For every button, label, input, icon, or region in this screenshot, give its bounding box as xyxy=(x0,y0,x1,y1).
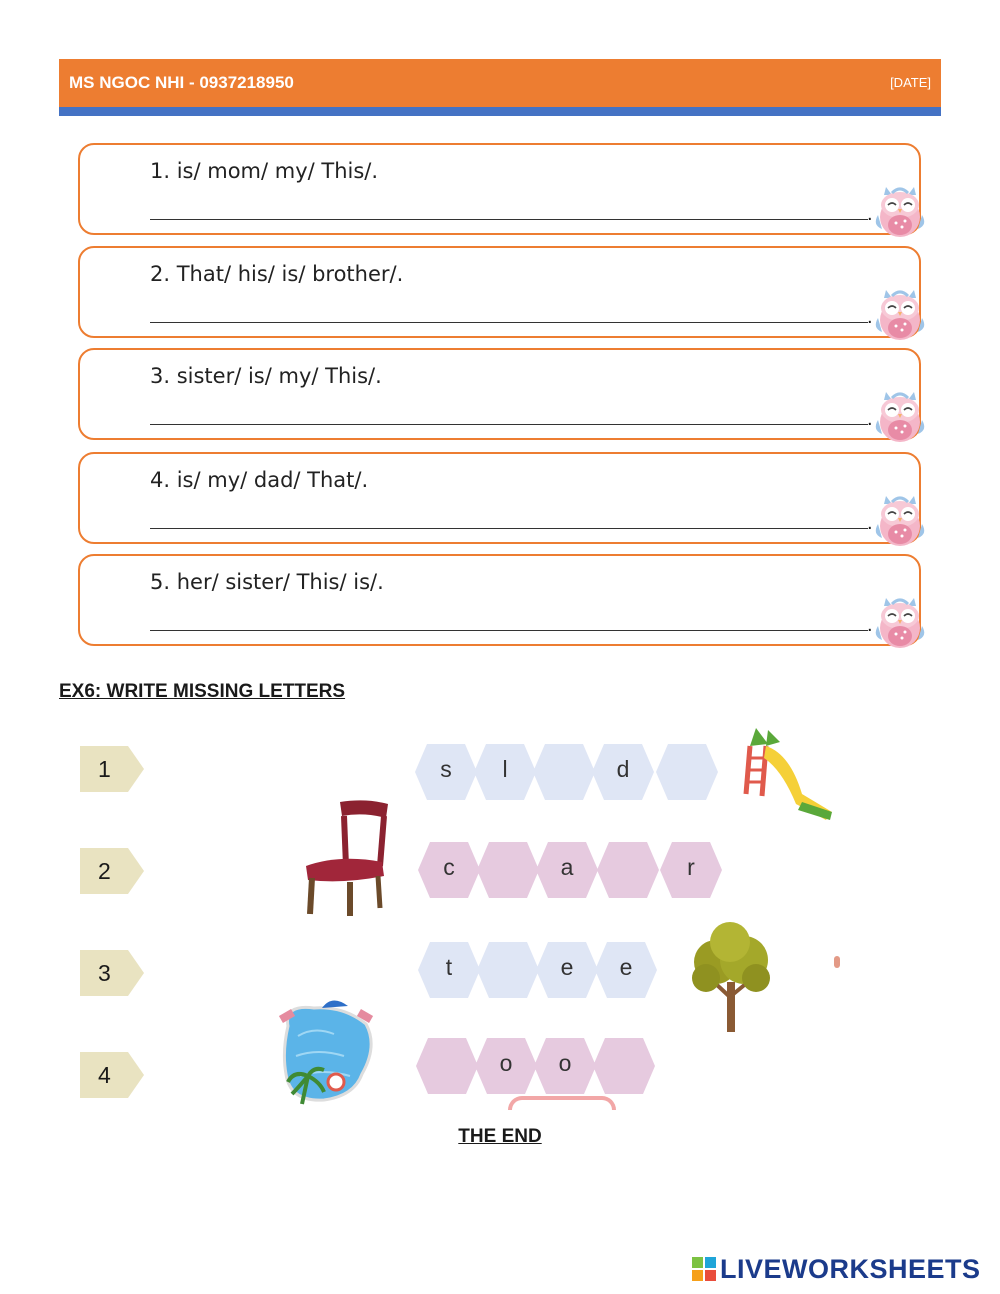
slide-icon xyxy=(740,724,840,824)
question-box-1: 1. is/ mom/ my/ This/. . xyxy=(78,143,921,235)
the-end-label: THE END xyxy=(458,1126,542,1147)
missing-letter-cell[interactable] xyxy=(533,744,595,800)
letter-cell: a xyxy=(536,842,598,898)
owl-icon xyxy=(870,181,930,241)
owl-icon xyxy=(870,490,930,550)
letter-cell: s xyxy=(415,744,477,800)
letter-cell: d xyxy=(592,744,654,800)
missing-letter-cell[interactable] xyxy=(597,842,659,898)
letter-cell: t xyxy=(418,942,480,998)
question-box-5: 5. her/ sister/ This/ is/. . xyxy=(78,554,921,646)
question-text: 2. That/ his/ is/ brother/. xyxy=(150,262,404,286)
owl-icon xyxy=(870,386,930,446)
page-header xyxy=(59,59,941,107)
row-number: 1 xyxy=(98,756,111,782)
ex6-title: EX6: WRITE MISSING LETTERS xyxy=(59,681,346,702)
header-date: [DATE] xyxy=(890,75,931,90)
letter-cell: o xyxy=(534,1038,596,1094)
logo-mark-icon xyxy=(692,1257,716,1281)
missing-letter-cell[interactable] xyxy=(416,1038,478,1094)
letter-cell: r xyxy=(660,842,722,898)
header-title: MS NGOC NHI - 0937218950 xyxy=(69,73,294,92)
answer-line[interactable] xyxy=(150,219,868,220)
pool-icon xyxy=(274,996,382,1108)
letter-cell: c xyxy=(418,842,480,898)
header-divider xyxy=(59,107,941,116)
chair-icon xyxy=(300,796,394,920)
brand-name: LIVEWORKSHEETS xyxy=(720,1253,981,1284)
answer-line[interactable] xyxy=(150,528,868,529)
question-text: 4. is/ my/ dad/ That/. xyxy=(150,468,369,492)
number-tag-2 xyxy=(80,848,146,894)
number-tag-4 xyxy=(80,1052,146,1098)
answer-line[interactable] xyxy=(150,630,868,631)
liveworksheets-logo[interactable] xyxy=(692,1254,981,1284)
missing-letter-cell[interactable] xyxy=(593,1038,655,1094)
letter-cell: e xyxy=(595,942,657,998)
missing-letter-cell[interactable] xyxy=(477,942,539,998)
question-text: 3. sister/ is/ my/ This/. xyxy=(150,364,382,388)
question-box-3: 3. sister/ is/ my/ This/. . xyxy=(78,348,921,440)
owl-icon xyxy=(870,284,930,344)
number-tag-1 xyxy=(80,746,146,792)
decorative-arc xyxy=(508,1096,616,1110)
letter-cell: l xyxy=(474,744,536,800)
tree-icon xyxy=(686,918,776,1038)
question-text: 1. is/ mom/ my/ This/. xyxy=(150,159,379,183)
row-number: 4 xyxy=(98,1062,111,1088)
owl-icon xyxy=(870,592,930,652)
letter-cell: o xyxy=(475,1038,537,1094)
answer-line[interactable] xyxy=(150,322,868,323)
answer-line[interactable] xyxy=(150,424,868,425)
missing-letter-cell[interactable] xyxy=(656,744,718,800)
number-tag-3 xyxy=(80,950,146,996)
question-box-2: 2. That/ his/ is/ brother/. . xyxy=(78,246,921,338)
row-number: 3 xyxy=(98,960,111,986)
letter-cell: e xyxy=(536,942,598,998)
small-decoration xyxy=(834,956,840,968)
question-text: 5. her/ sister/ This/ is/. xyxy=(150,570,384,594)
missing-letter-cell[interactable] xyxy=(477,842,539,898)
row-number: 2 xyxy=(98,858,111,884)
question-box-4: 4. is/ my/ dad/ That/. . xyxy=(78,452,921,544)
